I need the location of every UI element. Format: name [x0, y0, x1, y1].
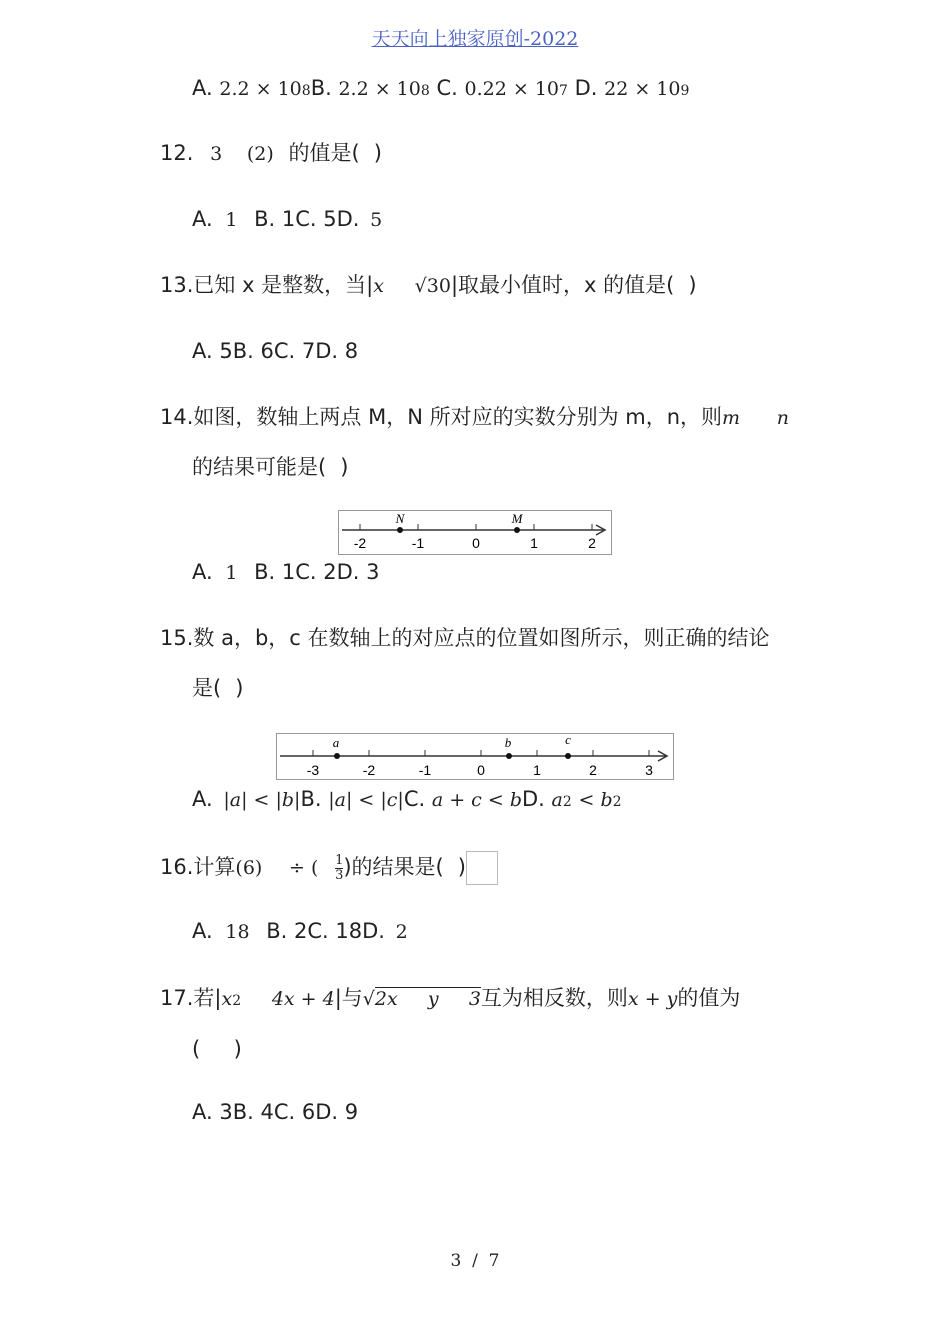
- tick-label: 2: [589, 762, 597, 778]
- page-number: 3 / 7: [450, 1251, 500, 1271]
- q13-options: A. 5B. 6C. 7D. 8: [192, 339, 359, 363]
- question-14-cont: 的结果可能是( ): [192, 455, 349, 479]
- tick-label: -3: [306, 762, 320, 778]
- q11-options: A. 2.2 × 108B. 2.2 × 108 C. 0.22 × 107 D. 22 × 109: [192, 76, 690, 100]
- label-m: M: [511, 511, 523, 526]
- point-a: [334, 753, 340, 759]
- tick-label: 2: [588, 535, 596, 551]
- question-15-cont: 是( ): [192, 676, 244, 700]
- q14-options: A. 1 B. 1C. 2D. 3: [192, 560, 380, 584]
- question-14: 14.如图，数轴上两点 M，N 所对应的实数分别为 m，n，则m n: [160, 405, 789, 429]
- q15-options: A. |a| < |b|B. |a| < |c|C. a + c < bD. a2 < b2: [192, 787, 622, 811]
- question-16: 16.计算(6) ÷ ( $\frac{1}{3}$ )的结果是( ): [160, 851, 498, 885]
- tick-label: -1: [418, 762, 432, 778]
- question-17: 17.若|x2 4x + 4|与√2x y 3互为相反数，则x + y的值为: [160, 986, 741, 1010]
- page-header: 天天向上独家原创-2022: [371, 28, 579, 50]
- tick-label: 0: [477, 762, 485, 778]
- point-m: [514, 527, 520, 533]
- point-b: [506, 753, 512, 759]
- tick-label: 1: [530, 535, 538, 551]
- tick-label: 1: [533, 762, 541, 778]
- number-line-14: [338, 510, 612, 555]
- q17-options: A. 3B. 4C. 6D. 9: [192, 1100, 359, 1124]
- point-n: [397, 527, 403, 533]
- tick-label: -1: [411, 535, 425, 551]
- question-12: 12. 3 (2) 的值是( ): [160, 141, 382, 165]
- tick-label: 0: [472, 535, 480, 551]
- label-a: a: [332, 735, 340, 750]
- tick-label: 3: [645, 762, 653, 778]
- q12-options: A. 1 B. 1C. 5D. 5: [192, 207, 383, 231]
- tick-label: -2: [353, 535, 367, 551]
- question-13: 13.已知 x 是整数，当|x √30|取最小值时，x 的值是( ): [160, 273, 697, 297]
- sqrt-sign: √: [362, 988, 375, 1010]
- question-15: 15.数 a，b，c 在数轴上的对应点的位置如图所示，则正确的结论: [160, 626, 770, 650]
- q16-options: A. 18 B. 2C. 18D. 2: [192, 919, 408, 943]
- tick-label: -2: [362, 762, 376, 778]
- answer-box[interactable]: [466, 851, 498, 885]
- fraction-one-third: $\frac{1}{3}$: [335, 852, 344, 883]
- label-c: c: [565, 733, 571, 747]
- label-b: b: [504, 735, 512, 750]
- q17-paren: ( ): [192, 1037, 242, 1061]
- number-line-15: [276, 733, 674, 780]
- sqrt-radicand: 2x y 3: [374, 988, 481, 1010]
- point-c: [565, 753, 571, 759]
- label-n: N: [395, 511, 405, 526]
